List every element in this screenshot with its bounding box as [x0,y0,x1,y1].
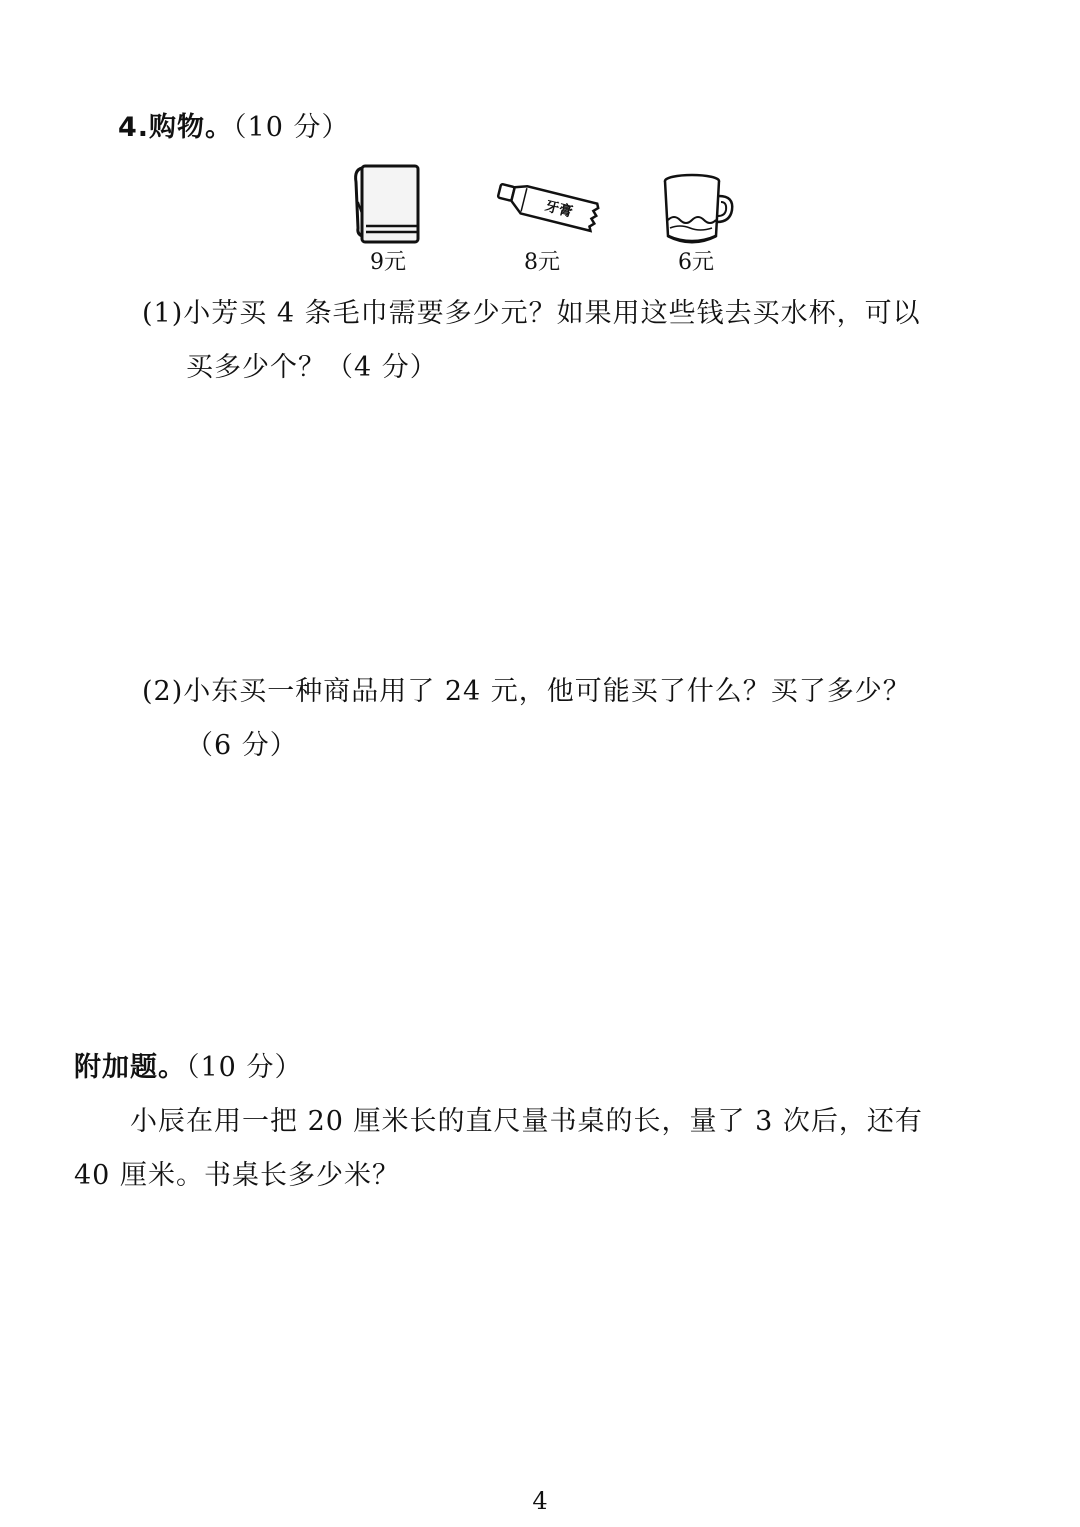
subquestion-1-line-2: 买多少个？（4 分） [186,352,438,383]
cup-icon [660,172,738,248]
toothpaste-icon [492,178,604,244]
cup-price: 6元 [678,250,714,275]
bonus-heading [74,1050,302,1086]
question-title: 购物。 [149,112,234,143]
towel-icon [348,162,428,248]
toothpaste-price: 8元 [524,250,560,275]
bonus-title: 附加题。 [74,1052,186,1083]
bonus-line-1: 小辰在用一把 20 厘米长的直尺量书桌的长，量了 3 次后，还有 [130,1106,923,1137]
toothpaste-label: 牙膏 [543,198,575,221]
page-number: 4 [532,1487,548,1515]
subquestion-2-line-2: （6 分） [186,730,298,761]
question-score: （10 分） [233,112,350,143]
question-number: 4. [118,112,150,143]
subquestion-1-line-1: (1)小芳买 4 条毛巾需要多少元？如果用这些钱去买水杯，可以 [142,298,921,329]
bonus-line-2: 40 厘米。书桌长多少米？ [74,1160,400,1191]
question-4-heading [118,110,350,146]
subquestion-2-line-1: (2)小东买一种商品用了 24 元，他可能买了什么？买了多少？ [142,676,911,707]
towel-price: 9元 [370,250,406,275]
bonus-score: （10 分） [186,1052,303,1083]
